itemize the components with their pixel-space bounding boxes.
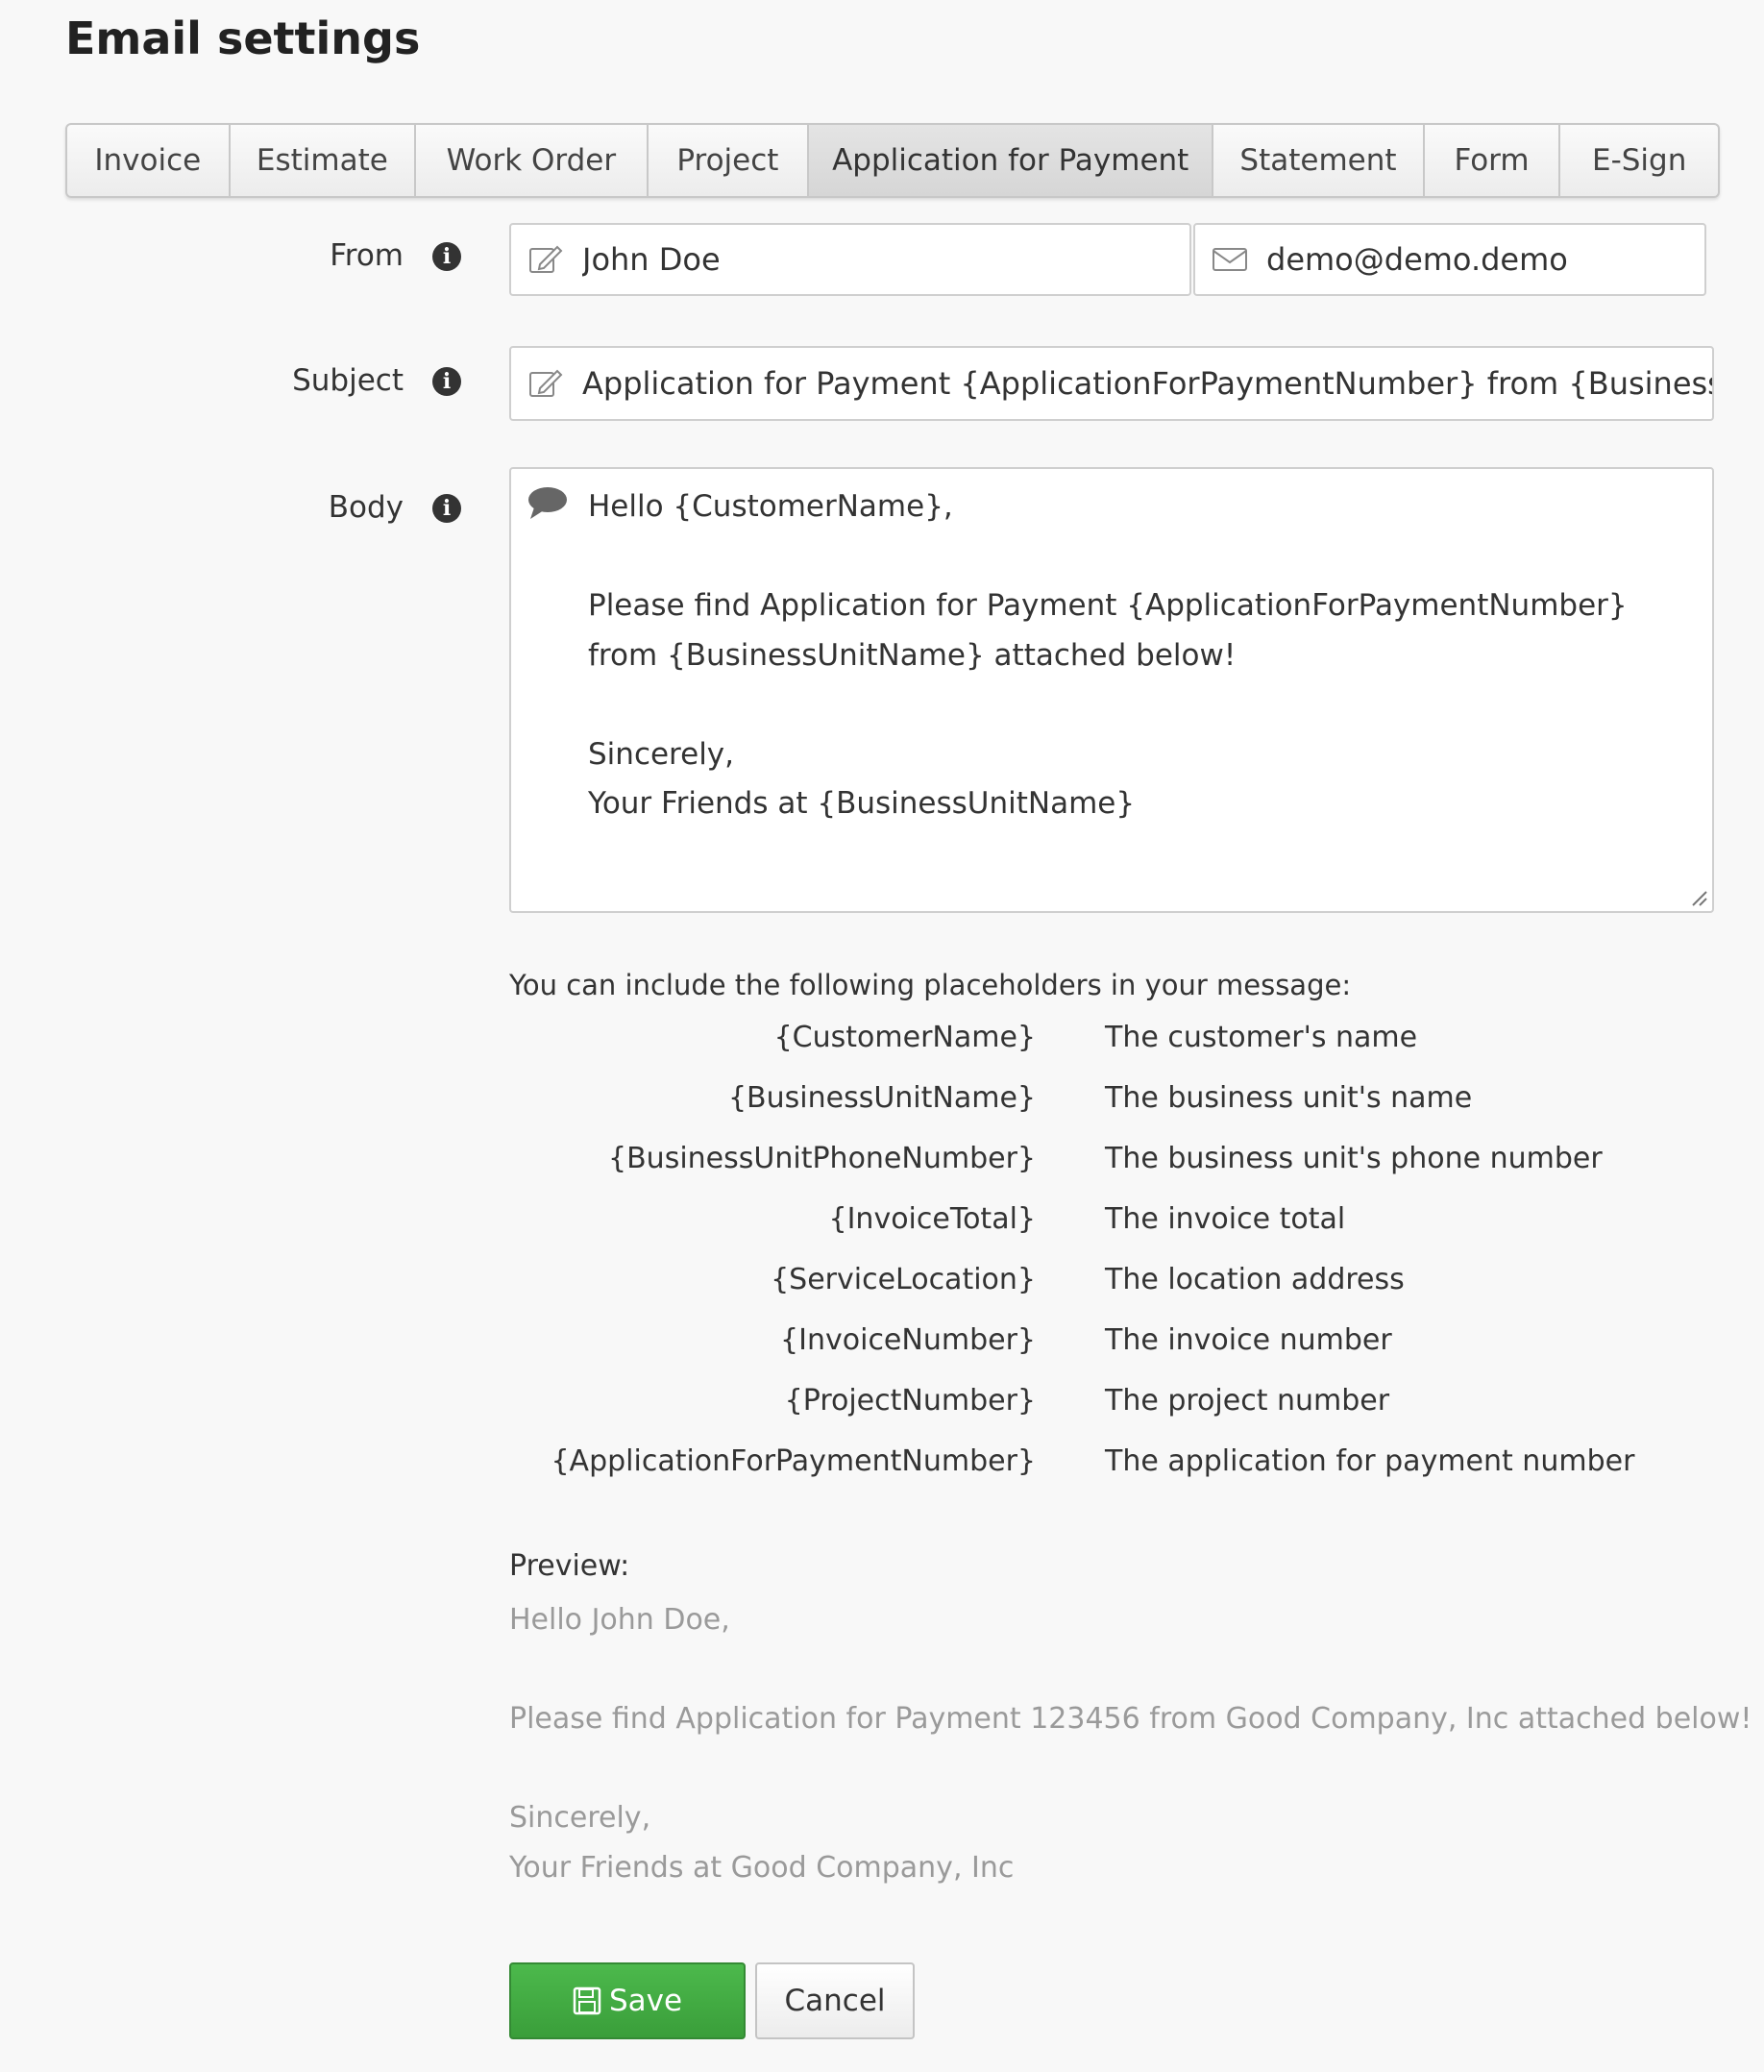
- tab-application-for-payment[interactable]: Application for Payment: [809, 125, 1213, 196]
- page-title: Email settings: [65, 12, 421, 64]
- subject-input[interactable]: [582, 365, 1712, 402]
- placeholder-key: {InvoiceNumber}: [780, 1323, 1036, 1357]
- body-textarea[interactable]: [588, 482, 1693, 898]
- info-icon[interactable]: i: [432, 494, 461, 523]
- tab-form[interactable]: Form: [1425, 125, 1561, 196]
- placeholder-row: [509, 1021, 1720, 1081]
- placeholder-key: {BusinessUnitName}: [727, 1081, 1036, 1115]
- placeholder-desc: The invoice total: [1105, 1202, 1346, 1236]
- placeholder-key: {ServiceLocation}: [771, 1263, 1036, 1296]
- edit-icon: [527, 364, 565, 403]
- subject-field[interactable]: [509, 346, 1714, 421]
- placeholder-key: {InvoiceTotal}: [828, 1202, 1036, 1236]
- placeholders-table: [509, 1021, 1720, 1505]
- from-label: From: [330, 238, 404, 273]
- tab-invoice[interactable]: Invoice: [67, 125, 231, 196]
- subject-label: Subject: [292, 363, 404, 398]
- placeholder-row: [509, 1202, 1720, 1263]
- preview-text: Hello John Doe, Please find Application for Payment 123456 from Good Company, Inc attached below! Sincerely, Your Friends at Good Company, Inc: [509, 1603, 1752, 1885]
- placeholder-desc: The customer's name: [1105, 1021, 1418, 1054]
- resize-handle[interactable]: [1687, 886, 1708, 907]
- tab-project[interactable]: Project: [649, 125, 810, 196]
- placeholder-desc: The business unit's phone number: [1105, 1142, 1603, 1175]
- body-label: Body: [328, 490, 404, 525]
- from-email-field[interactable]: [1193, 223, 1706, 296]
- cancel-button[interactable]: Cancel: [755, 1962, 915, 2039]
- tab-work-order[interactable]: Work Order: [416, 125, 648, 196]
- placeholder-row: [509, 1384, 1720, 1444]
- save-button[interactable]: [509, 1962, 746, 2039]
- body-field[interactable]: [509, 467, 1714, 913]
- placeholder-desc: The project number: [1105, 1384, 1390, 1418]
- placeholder-row: [509, 1142, 1720, 1202]
- save-button-label: Save: [608, 1984, 683, 2018]
- tab-estimate[interactable]: Estimate: [231, 125, 417, 196]
- placeholder-key: {ApplicationForPaymentNumber}: [551, 1444, 1036, 1478]
- tab-e-sign[interactable]: E-Sign: [1591, 143, 1687, 178]
- from-name-input[interactable]: [582, 241, 1189, 278]
- placeholder-row: [509, 1323, 1720, 1384]
- info-icon[interactable]: i: [432, 367, 461, 396]
- placeholder-key: {ProjectNumber}: [784, 1384, 1036, 1418]
- placeholder-desc: The business unit's name: [1105, 1081, 1473, 1115]
- floppy-disk-icon: [573, 1986, 601, 2015]
- placeholder-row: [509, 1263, 1720, 1323]
- placeholder-desc: The application for payment number: [1105, 1444, 1635, 1478]
- placeholder-row: [509, 1444, 1720, 1505]
- placeholders-intro: You can include the following placeholders in your message:: [509, 969, 1352, 1001]
- placeholder-key: {CustomerName}: [773, 1021, 1036, 1054]
- from-email-input[interactable]: [1266, 241, 1704, 278]
- placeholder-key: {BusinessUnitPhoneNumber}: [608, 1142, 1036, 1175]
- email-type-tabs: [65, 123, 1720, 198]
- tab-statement[interactable]: Statement: [1213, 125, 1424, 196]
- info-icon[interactable]: i: [432, 242, 461, 271]
- placeholder-desc: The invoice number: [1105, 1323, 1392, 1357]
- from-name-field[interactable]: [509, 223, 1191, 296]
- preview-label: Preview:: [509, 1549, 630, 1583]
- comment-icon: [527, 484, 569, 523]
- envelope-icon: [1211, 240, 1249, 279]
- placeholder-desc: The location address: [1105, 1263, 1405, 1296]
- edit-icon: [527, 240, 565, 279]
- placeholder-row: [509, 1081, 1720, 1142]
